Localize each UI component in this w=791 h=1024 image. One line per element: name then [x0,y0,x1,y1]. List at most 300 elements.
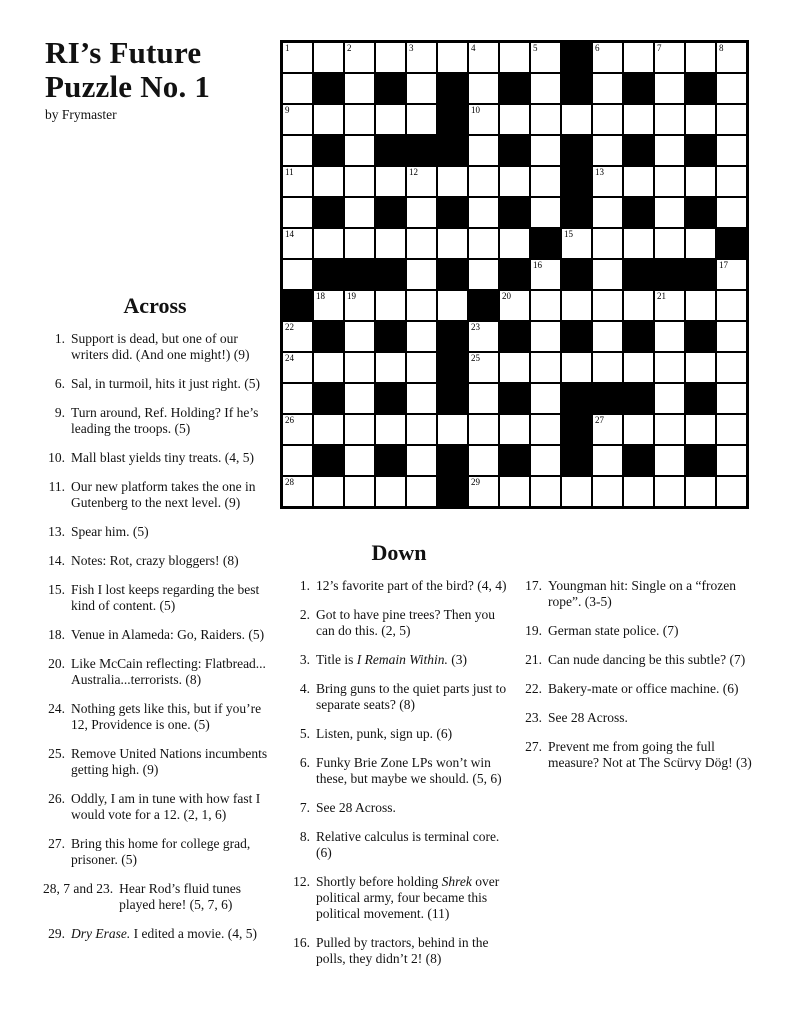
grid-cell[interactable] [654,290,685,321]
grid-cell-black [313,383,344,414]
grid-cell[interactable] [592,352,623,383]
grid-cell[interactable] [437,42,468,73]
grid-cell-black [685,383,716,414]
grid-cell-number: 8 [719,43,724,53]
grid-cell[interactable] [685,166,716,197]
clue-text: Bring this home for college grad, prisoner. (5) [71,836,251,867]
grid-cell-black [375,383,406,414]
title-block [45,36,210,123]
clue-text: Remove United Nations incumbents getting high. (9) [71,746,268,777]
grid-cell-black [561,42,592,73]
grid-cell[interactable] [468,73,499,104]
grid-cell[interactable] [561,104,592,135]
grid-cell-black [406,135,437,166]
grid-cell[interactable] [592,73,623,104]
clue-number: 7. [299,800,310,815]
grid-cell[interactable] [530,321,561,352]
grid-cell[interactable] [375,228,406,259]
clue-text: Pulled by tractors, behind in the polls, they didn’t 2! (8) [316,935,489,966]
grid-cell[interactable] [716,321,747,352]
clue-number: 13. [48,524,65,539]
grid-cell-black [499,73,530,104]
grid-cell[interactable] [406,321,437,352]
grid-cell[interactable] [437,290,468,321]
grid-cell[interactable] [530,135,561,166]
grid-cell-black [437,73,468,104]
clue-text: Bakery-mate or office machine. (6) [548,681,739,696]
grid-cell[interactable] [468,197,499,228]
clue-text: See 28 Across. [316,800,396,815]
clue-text: Support is dead, but one of our writers did. (And one might!) (9) [71,331,250,362]
clue-number: 29. [48,926,65,941]
grid-cell[interactable] [654,445,685,476]
clue-item [288,681,514,713]
clue-item [288,800,514,816]
grid-cell[interactable] [313,290,344,321]
grid-cell[interactable] [716,73,747,104]
grid-cell[interactable] [654,352,685,383]
page-title-line2: Puzzle No. 1 [45,69,211,104]
grid-cell-black [685,73,716,104]
clue-item [288,607,514,639]
grid-cell[interactable] [592,197,623,228]
grid-cell[interactable] [592,228,623,259]
grid-cell[interactable] [530,104,561,135]
grid-cell[interactable] [716,135,747,166]
grid-cell-black [499,445,530,476]
grid-cell[interactable] [530,259,561,290]
grid-cell[interactable] [406,228,437,259]
grid-cell[interactable] [375,42,406,73]
grid-cell[interactable] [313,104,344,135]
grid-cell-black [499,383,530,414]
grid-cell[interactable] [313,42,344,73]
grid-cell[interactable] [716,476,747,507]
grid-cell[interactable] [685,228,716,259]
grid-cell[interactable] [468,445,499,476]
clue-number: 22. [525,681,542,696]
clue-text: Fish I lost keeps regarding the best kind of content. (5) [71,582,260,613]
grid-cell-black [437,135,468,166]
grid-cell-number: 23 [471,322,480,332]
grid-cell[interactable] [344,135,375,166]
grid-cell-black [313,197,344,228]
grid-cell[interactable] [344,104,375,135]
grid-cell[interactable] [282,445,313,476]
grid-cell-number: 17 [719,260,728,270]
clue-text: Sal, in turmoil, hits it just right. (5) [71,376,260,391]
grid-cell[interactable] [716,197,747,228]
grid-cell[interactable] [592,476,623,507]
clue-number: 8. [299,829,310,844]
grid-cell-black [375,73,406,104]
grid-cell-number: 27 [595,415,604,425]
grid-cell-number: 28 [285,477,294,487]
clue-item [288,578,514,594]
grid-cell[interactable] [654,135,685,166]
grid-cell-black [499,259,530,290]
grid-cell-number: 18 [316,291,325,301]
grid-cell-black [623,73,654,104]
grid-cell[interactable] [623,290,654,321]
grid-cell[interactable] [530,197,561,228]
grid-cell[interactable] [282,383,313,414]
clue-number: 5. [299,726,310,741]
clue-item [520,578,758,610]
grid-cell-black [375,445,406,476]
grid-cell[interactable] [437,228,468,259]
clue-item [43,405,269,437]
grid-cell[interactable] [499,228,530,259]
grid-cell-number: 20 [502,291,511,301]
grid-cell-number: 25 [471,353,480,363]
grid-cell-black [313,135,344,166]
grid-cell[interactable] [406,290,437,321]
clue-text: Youngman hit: Single on a “frozen rope”. (3-5) [548,578,736,609]
clue-number: 28, 7 and 23. [43,881,114,896]
grid-cell[interactable] [468,42,499,73]
grid-cell[interactable] [654,197,685,228]
grid-cell[interactable] [468,135,499,166]
clue-number: 12. [293,874,310,889]
grid-cell[interactable] [654,414,685,445]
grid-cell-black [437,445,468,476]
grid-cell[interactable] [468,104,499,135]
clue-item [520,739,758,771]
grid-cell[interactable] [313,476,344,507]
grid-cell-black [561,166,592,197]
grid-cell-black [375,321,406,352]
grid-cell-black [685,135,716,166]
grid-cell-number: 3 [409,43,414,53]
grid-cell[interactable] [406,445,437,476]
grid-cell[interactable] [623,42,654,73]
grid-cell-black [685,445,716,476]
clue-text: Shortly before holding Shrek over political army, four became this political movement. (11) [316,874,500,921]
clue-text: Spear him. (5) [71,524,149,539]
grid-cell[interactable] [282,166,313,197]
grid-cell[interactable] [654,104,685,135]
grid-cell[interactable] [530,73,561,104]
grid-cell[interactable] [499,104,530,135]
grid-cell[interactable] [499,42,530,73]
grid-cell-number: 1 [285,43,290,53]
grid-cell[interactable] [282,414,313,445]
grid-cell[interactable] [623,166,654,197]
grid-cell-number: 2 [347,43,352,53]
grid-cell-number: 6 [595,43,600,53]
grid-cell[interactable] [468,228,499,259]
clue-number: 14. [48,553,65,568]
grid-cell-black [437,259,468,290]
grid-cell-black [437,476,468,507]
grid-cell[interactable] [716,290,747,321]
grid-cell[interactable] [685,414,716,445]
grid-cell[interactable] [592,321,623,352]
grid-cell[interactable] [375,290,406,321]
grid-cell[interactable] [654,73,685,104]
grid-cell-black [282,290,313,321]
grid-cell[interactable] [468,321,499,352]
grid-cell[interactable] [406,414,437,445]
grid-cell[interactable] [592,290,623,321]
grid-cell[interactable] [406,383,437,414]
grid-cell[interactable] [313,166,344,197]
grid-cell[interactable] [406,104,437,135]
grid-cell[interactable] [406,476,437,507]
clue-number: 3. [299,652,310,667]
clue-number: 1. [299,578,310,593]
grid-cell[interactable] [623,476,654,507]
clue-number: 6. [54,376,65,391]
grid-cell-black [499,197,530,228]
grid-cell-black [313,73,344,104]
grid-cell[interactable] [685,352,716,383]
down-clue-list-col1 [288,578,514,980]
grid-cell-number: 7 [657,43,662,53]
grid-cell-black [313,445,344,476]
clue-number: 18. [48,627,65,642]
grid-cell[interactable] [375,476,406,507]
grid-cell[interactable] [375,104,406,135]
clue-item [43,553,269,569]
grid-cell[interactable] [344,383,375,414]
grid-cell[interactable] [592,42,623,73]
grid-cell-black [437,104,468,135]
grid-cell[interactable] [344,166,375,197]
clue-text: Hear Rod’s fluid tunes played here! (5, 7, 6) [119,881,241,912]
grid-cell[interactable] [716,104,747,135]
grid-cell-black [685,321,716,352]
clue-text: Oddly, I am in tune with how fast I would vote for a 12. (2, 1, 6) [71,791,261,822]
clue-number: 6. [299,755,310,770]
grid-cell-black [561,73,592,104]
grid-cell-black [468,290,499,321]
clue-number: 10. [48,450,65,465]
clue-number: 24. [48,701,65,716]
grid-cell[interactable] [654,166,685,197]
clue-text: 12’s favorite part of the bird? (4, 4) [316,578,507,593]
grid-cell[interactable] [344,352,375,383]
grid-cell[interactable] [313,414,344,445]
grid-cell-black [375,259,406,290]
grid-cell[interactable] [375,352,406,383]
grid-cell-black [623,321,654,352]
grid-cell[interactable] [654,321,685,352]
crossword-grid [280,40,749,509]
grid-cell[interactable] [716,383,747,414]
grid-cell[interactable] [406,352,437,383]
grid-cell[interactable] [406,73,437,104]
grid-cell[interactable] [437,166,468,197]
clue-item [288,652,514,668]
clue-number: 27. [525,739,542,754]
grid-cell[interactable] [685,290,716,321]
grid-cell[interactable] [468,383,499,414]
grid-cell[interactable] [530,383,561,414]
grid-cell[interactable] [344,321,375,352]
grid-cell[interactable] [530,166,561,197]
grid-cell[interactable] [592,166,623,197]
grid-cell-black [623,259,654,290]
clue-text: Title is I Remain Within. (3) [316,652,468,667]
grid-cell[interactable] [592,135,623,166]
grid-cell-number: 13 [595,167,604,177]
grid-cell[interactable] [592,104,623,135]
grid-cell[interactable] [499,290,530,321]
clue-text: Venue in Alameda: Go, Raiders. (5) [71,627,265,642]
grid-cell[interactable] [406,197,437,228]
grid-cell[interactable] [716,42,747,73]
clue-item [43,627,269,643]
grid-cell[interactable] [623,352,654,383]
grid-cell[interactable] [499,414,530,445]
grid-cell[interactable] [344,414,375,445]
clue-item [43,656,269,688]
grid-cell[interactable] [530,414,561,445]
grid-cell[interactable] [654,42,685,73]
grid-cell-number: 11 [285,167,294,177]
clue-number: 23. [525,710,542,725]
grid-cell[interactable] [344,42,375,73]
grid-cell[interactable] [375,414,406,445]
clue-text: Turn around, Ref. Holding? If he’s leading the troops. (5) [71,405,259,436]
grid-cell[interactable] [716,445,747,476]
grid-cell[interactable] [716,166,747,197]
grid-cell[interactable] [499,352,530,383]
clue-number: 25. [48,746,65,761]
grid-cell[interactable] [499,166,530,197]
grid-cell[interactable] [530,42,561,73]
grid-cell[interactable] [468,476,499,507]
grid-cell[interactable] [623,104,654,135]
grid-cell[interactable] [716,259,747,290]
grid-cell-number: 15 [564,229,573,239]
grid-cell[interactable] [282,135,313,166]
grid-cell[interactable] [344,476,375,507]
clue-item [43,524,269,540]
grid-cell[interactable] [344,228,375,259]
grid-cell[interactable] [592,414,623,445]
grid-cell[interactable] [592,259,623,290]
grid-cell-black [592,383,623,414]
grid-cell[interactable] [530,290,561,321]
grid-cell[interactable] [561,476,592,507]
grid-cell[interactable] [375,166,406,197]
clue-text: Listen, punk, sign up. (6) [316,726,453,741]
clue-item [288,935,514,967]
grid-cell[interactable] [685,476,716,507]
grid-cell-black [437,321,468,352]
grid-cell[interactable] [313,352,344,383]
clue-number: 27. [48,836,65,851]
grid-cell[interactable] [468,166,499,197]
grid-cell[interactable] [623,414,654,445]
grid-cell[interactable] [561,352,592,383]
clue-text: Like McCain reflecting: Flatbread... Australia...terrorists. (8) [71,656,266,687]
clue-item [43,376,269,392]
grid-cell-number: 19 [347,291,356,301]
clue-text: Nothing gets like this, but if you’re 12, Providence is one. (5) [71,701,262,732]
clue-item [43,450,269,466]
clue-item [43,582,269,614]
grid-cell[interactable] [530,476,561,507]
grid-cell[interactable] [344,73,375,104]
grid-cell[interactable] [282,197,313,228]
grid-cell[interactable] [282,42,313,73]
clue-text: Can nude dancing be this subtle? (7) [548,652,746,667]
grid-cell[interactable] [530,445,561,476]
grid-cell[interactable] [716,414,747,445]
clue-item [520,623,758,639]
clue-number: 19. [525,623,542,638]
grid-cell-number: 24 [285,353,294,363]
grid-cell[interactable] [623,228,654,259]
grid-cell[interactable] [468,414,499,445]
grid-cell[interactable] [282,228,313,259]
grid-cell[interactable] [530,352,561,383]
grid-cell[interactable] [685,104,716,135]
grid-cell-number: 5 [533,43,538,53]
grid-cell-black [561,414,592,445]
grid-cell[interactable] [406,42,437,73]
grid-cell[interactable] [282,104,313,135]
grid-cell[interactable] [406,166,437,197]
grid-cell[interactable] [716,352,747,383]
clue-number: 1. [54,331,65,346]
clue-text: Bring guns to the quiet parts just to separate seats? (8) [316,681,507,712]
grid-cell[interactable] [654,383,685,414]
grid-cell[interactable] [282,259,313,290]
grid-cell[interactable] [437,414,468,445]
grid-cell-number: 21 [657,291,666,301]
grid-cell[interactable] [344,197,375,228]
grid-cell[interactable] [654,476,685,507]
grid-cell[interactable] [282,321,313,352]
clue-item [43,701,269,733]
grid-cell[interactable] [344,445,375,476]
grid-cell-black [685,197,716,228]
grid-cell[interactable] [282,73,313,104]
grid-cell[interactable] [592,445,623,476]
grid-cell[interactable] [468,259,499,290]
grid-cell[interactable] [282,352,313,383]
clue-number: 20. [48,656,65,671]
clue-item [520,681,758,697]
grid-cell-black [623,383,654,414]
clue-item [43,926,269,942]
grid-cell-number: 9 [285,105,290,115]
clue-text: Relative calculus is terminal core. (6) [316,829,500,860]
clue-number: 21. [525,652,542,667]
grid-cell-black [375,197,406,228]
grid-cell[interactable] [344,290,375,321]
grid-cell[interactable] [282,476,313,507]
clue-text: Mall blast yields tiny treats. (4, 5) [71,450,254,465]
grid-cell[interactable] [468,352,499,383]
clue-number: 16. [293,935,310,950]
clue-text: Our new platform takes the one in Gutenberg to the next level. (9) [71,479,256,510]
grid-cell-black [716,228,747,259]
grid-cell[interactable] [561,228,592,259]
grid-cell[interactable] [561,290,592,321]
grid-cell[interactable] [499,476,530,507]
grid-cell[interactable] [654,228,685,259]
clue-item [288,829,514,861]
grid-cell[interactable] [685,42,716,73]
grid-cell[interactable] [313,228,344,259]
grid-cell[interactable] [406,259,437,290]
